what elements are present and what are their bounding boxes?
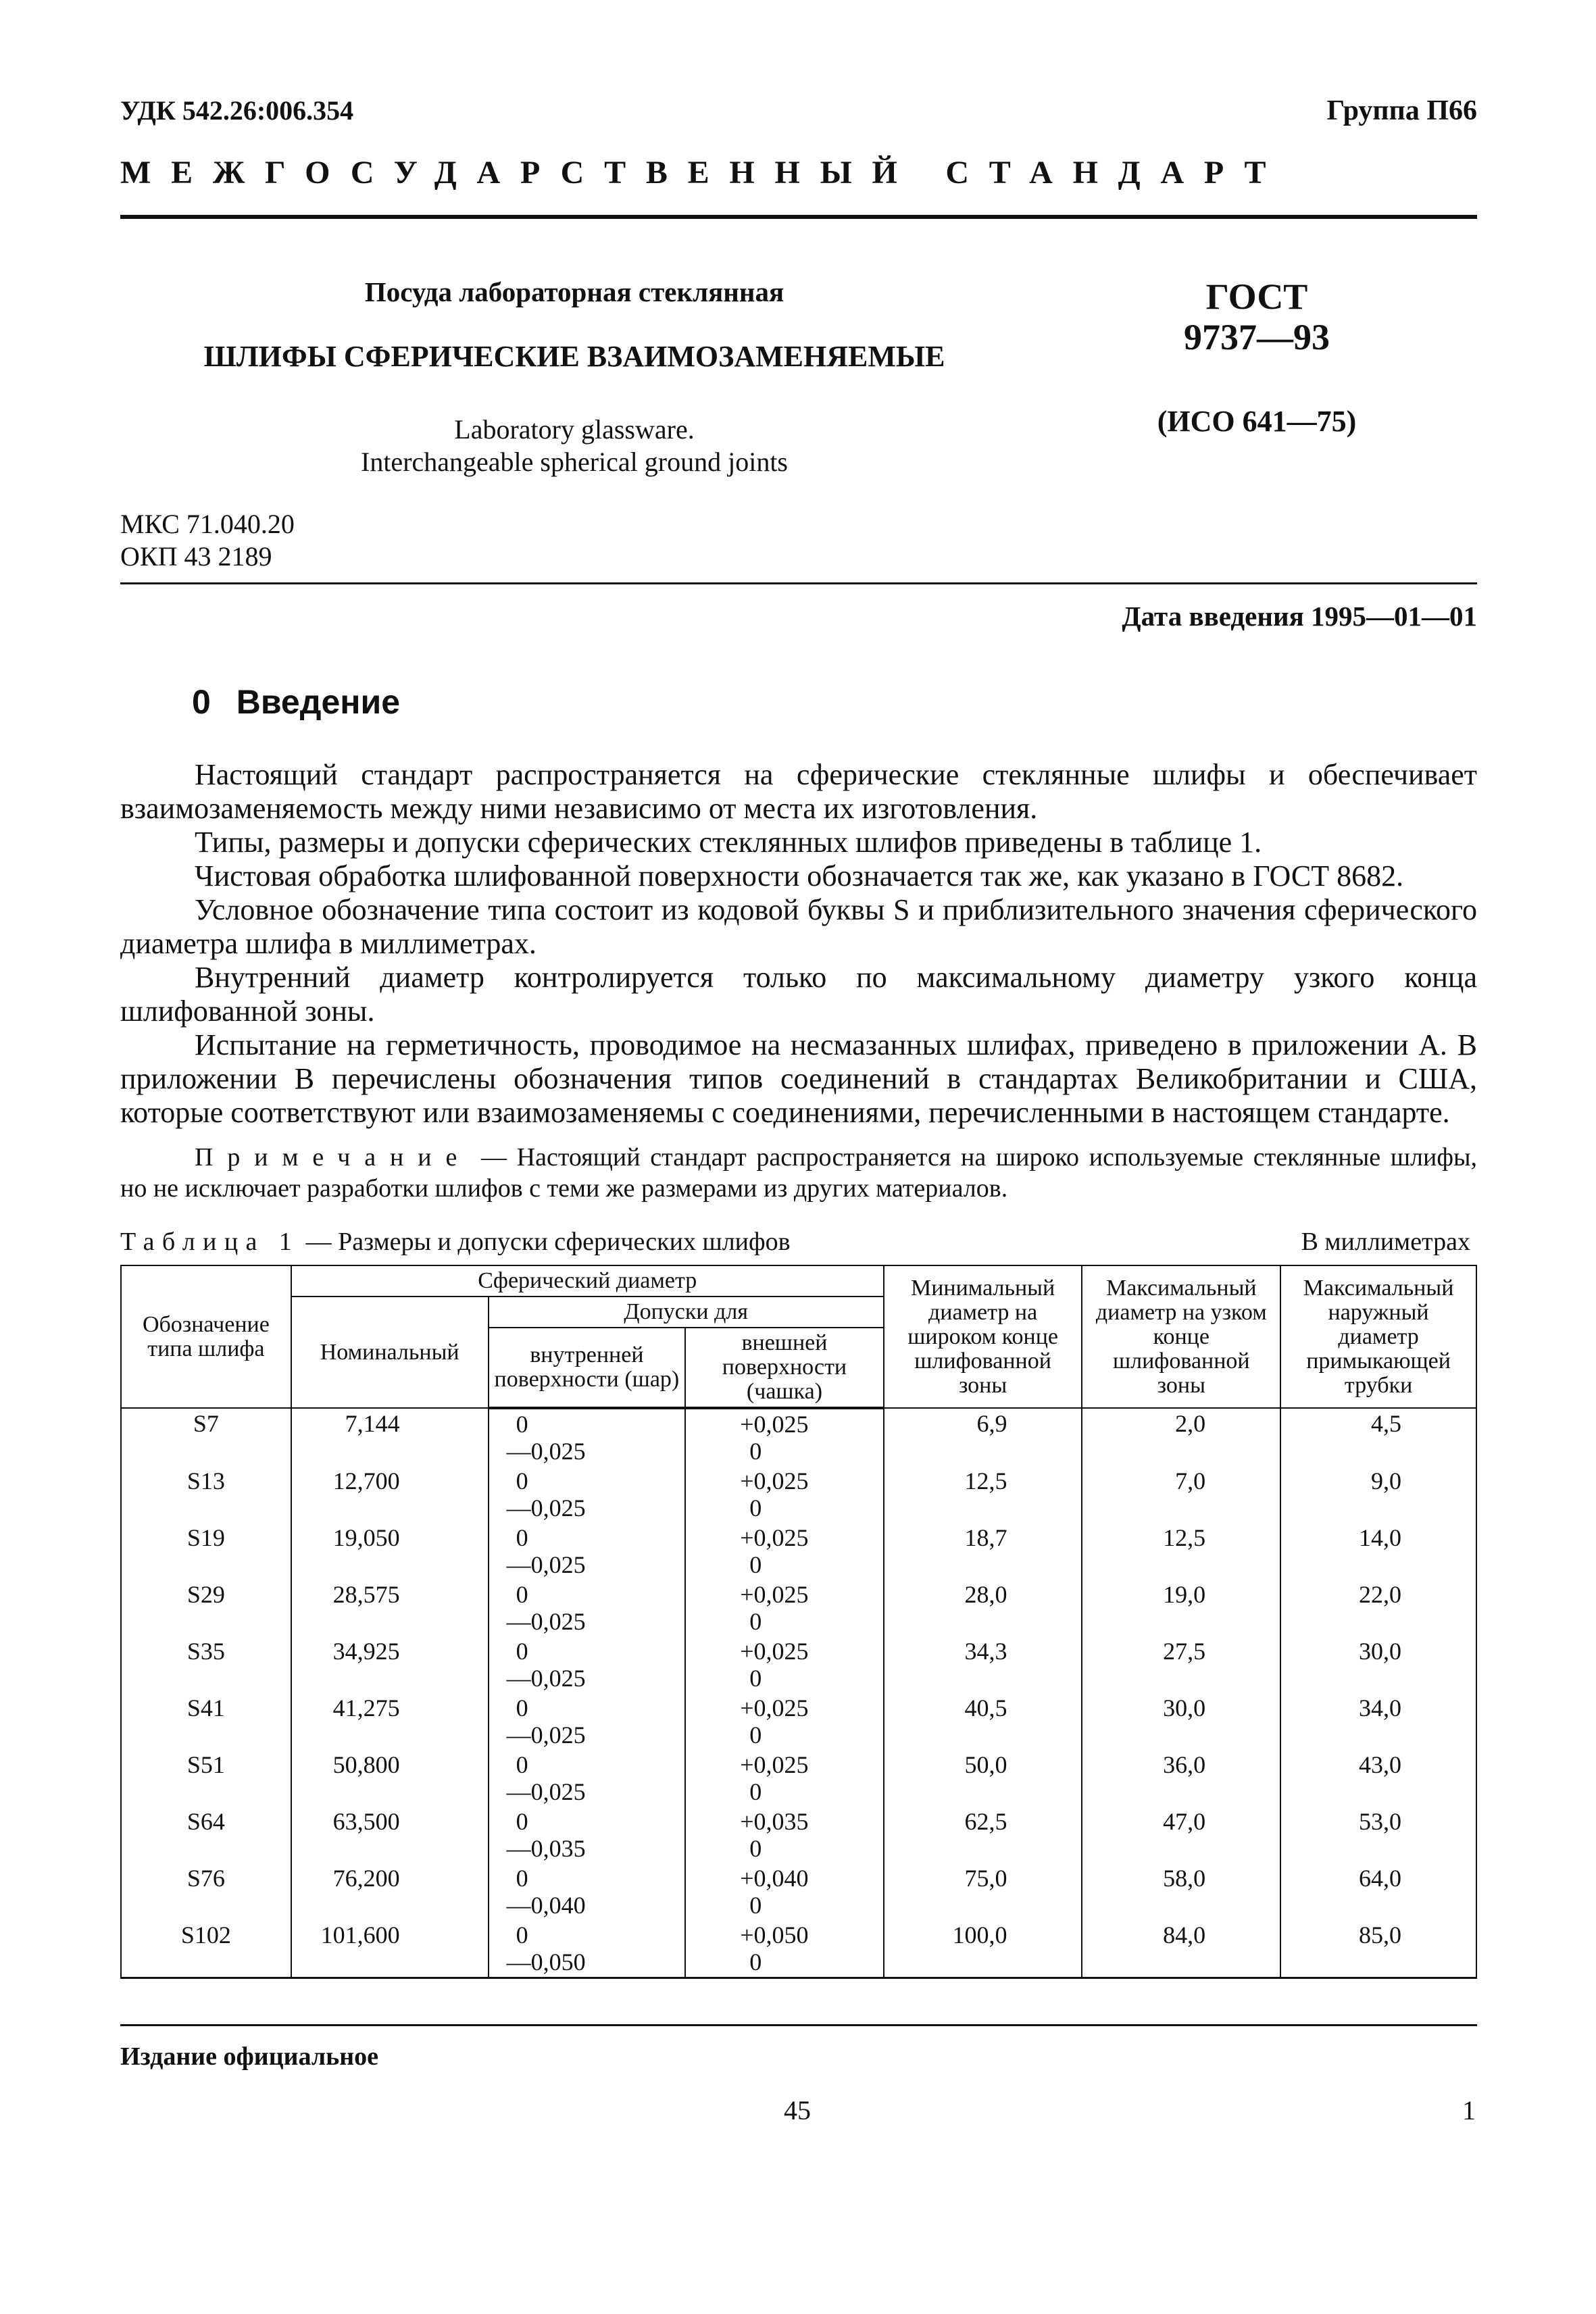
cell-min-wide: 18,7 <box>884 1523 1082 1580</box>
cell-max-narrow: 2,0 <box>1082 1408 1280 1466</box>
cell-nominal: 41,275 <box>291 1693 489 1750</box>
tolerance-upper: +0,025 <box>740 1467 809 1494</box>
cell-max-narrow: 84,0 <box>1082 1920 1280 1978</box>
cell-max-outer: 85,0 <box>1280 1920 1476 1978</box>
col-header-type: Обозначение типа шлифа <box>121 1265 291 1408</box>
table-units: В миллиметрах <box>1301 1228 1470 1256</box>
mks-code: МКС 71.040.20 <box>120 509 295 539</box>
cell-nominal: 34,925 <box>291 1636 489 1693</box>
cell-max-narrow: 30,0 <box>1082 1693 1280 1750</box>
iso-reference: (ИСО 641—75) <box>1157 405 1357 438</box>
gost-label: ГОСТ <box>1205 276 1308 317</box>
cell-inner-tolerance <box>489 1807 686 1863</box>
table-row <box>121 1580 1476 1636</box>
udk-code: УДК 542.26:006.354 <box>120 95 354 126</box>
col-header-spherical: Сферический диаметр <box>291 1265 884 1297</box>
section-title: Введение <box>236 683 401 721</box>
cell-type: S76 <box>121 1863 291 1920</box>
cell-max-outer: 34,0 <box>1280 1693 1476 1750</box>
cell-nominal: 19,050 <box>291 1523 489 1580</box>
tolerance-lower: 0 <box>749 1551 762 1578</box>
tolerance-lower: 0 <box>749 1494 762 1521</box>
tolerance-lower: —0,035 <box>506 1835 586 1862</box>
tolerance-upper: 0 <box>516 1808 528 1835</box>
cell-min-wide: 6,9 <box>884 1408 1082 1466</box>
tolerance-upper: +0,025 <box>740 1581 809 1608</box>
page-number-right: 1 <box>1462 2095 1476 2126</box>
col-header-max-narrow: Максимальный диаметр на узком конце шлифованной зоны <box>1082 1265 1280 1408</box>
cell-inner-tolerance <box>489 1920 686 1978</box>
cell-type: S29 <box>121 1580 291 1636</box>
table-caption-label: Таблица 1 <box>120 1228 300 1256</box>
tolerance-upper: +0,025 <box>740 1694 809 1721</box>
cell-max-narrow: 36,0 <box>1082 1750 1280 1807</box>
section-number: 0 <box>192 683 211 721</box>
col-header-nominal: Номинальный <box>291 1297 489 1408</box>
doc-subtitle: Посуда лабораторная стеклянная <box>364 276 784 307</box>
tolerance-lower: 0 <box>749 1608 762 1635</box>
tolerance-lower: 0 <box>749 1438 762 1465</box>
tolerance-lower: 0 <box>749 1778 762 1805</box>
cell-max-outer: 9,0 <box>1280 1466 1476 1523</box>
cell-inner-tolerance <box>489 1408 686 1466</box>
okp-code: ОКП 43 2189 <box>120 541 272 572</box>
col-header-min-wide: Минимальный диаметр на широком конце шлифованной зоны <box>884 1265 1082 1408</box>
cell-outer-tolerance <box>685 1636 884 1693</box>
cell-outer-tolerance <box>685 1523 884 1580</box>
tolerance-upper: +0,025 <box>740 1638 809 1665</box>
cell-max-outer: 43,0 <box>1280 1750 1476 1807</box>
cell-nominal: 28,575 <box>291 1580 489 1636</box>
cell-max-narrow: 58,0 <box>1082 1863 1280 1920</box>
table-row <box>121 1863 1476 1920</box>
cell-inner-tolerance <box>489 1750 686 1807</box>
cell-outer-tolerance <box>685 1920 884 1978</box>
english-title-1: Laboratory glassware. <box>454 414 695 445</box>
cell-nominal: 7,144 <box>291 1408 489 1466</box>
tolerance-lower: 0 <box>749 1948 762 1976</box>
cell-type: S13 <box>121 1466 291 1523</box>
paragraph: Чистовая обработка шлифованной поверхности обозначается так же, как указано в ГОСТ 8682. <box>195 859 1404 892</box>
tolerance-upper: 0 <box>516 1581 528 1608</box>
note-text: — Настоящий стандарт распространяется на широко используемые стеклянные шлифы, но не исключает разработки шлифов с теми же размерами из других материалов. <box>120 1143 1477 1203</box>
tolerance-upper: 0 <box>516 1524 528 1551</box>
tolerance-lower: 0 <box>749 1721 762 1749</box>
cell-min-wide: 50,0 <box>884 1750 1082 1807</box>
page-number-center: 45 <box>784 2095 811 2126</box>
cell-min-wide: 75,0 <box>884 1863 1082 1920</box>
cell-max-outer: 14,0 <box>1280 1523 1476 1580</box>
tolerance-upper: 0 <box>516 1921 528 1948</box>
cell-type: S41 <box>121 1693 291 1750</box>
edition-label: Издание официальное <box>120 2042 379 2071</box>
table-row <box>121 1636 1476 1693</box>
cell-nominal: 63,500 <box>291 1807 489 1863</box>
tolerance-lower: 0 <box>749 1892 762 1919</box>
cell-min-wide: 28,0 <box>884 1580 1082 1636</box>
table-caption <box>120 1227 791 1257</box>
tolerance-lower: —0,025 <box>506 1721 586 1749</box>
tolerance-lower: —0,025 <box>506 1608 586 1635</box>
cell-nominal: 12,700 <box>291 1466 489 1523</box>
table-row <box>121 1408 1476 1466</box>
doc-title: ШЛИФЫ СФЕРИЧЕСКИЕ ВЗАИМОЗАМЕНЯЕМЫЕ <box>203 340 945 373</box>
table-caption-text: — Размеры и допуски сферических шлифов <box>299 1228 791 1256</box>
cell-outer-tolerance <box>685 1408 884 1466</box>
bottom-rule <box>120 2024 1477 2026</box>
cell-outer-tolerance <box>685 1466 884 1523</box>
body-text <box>120 758 1477 1204</box>
paragraph: Типы, размеры и допуски сферических стеклянных шлифов приведены в таблице 1. <box>195 826 1262 859</box>
paragraph: Условное обозначение типа состоит из кодовой буквы S и приблизительного значения сферического диаметра шлифа в миллиметрах. <box>120 893 1477 960</box>
cell-inner-tolerance <box>489 1693 686 1750</box>
cell-type: S19 <box>121 1523 291 1580</box>
cell-max-narrow: 7,0 <box>1082 1466 1280 1523</box>
gost-number: 9737—93 <box>1184 317 1330 357</box>
english-title-2: Interchangeable spherical ground joints <box>361 447 788 477</box>
tolerance-upper: 0 <box>516 1467 528 1494</box>
table-row <box>121 1807 1476 1863</box>
cell-max-narrow: 12,5 <box>1082 1523 1280 1580</box>
tolerance-lower: 0 <box>749 1665 762 1692</box>
mid-rule <box>120 582 1477 584</box>
tolerance-upper: 0 <box>516 1694 528 1721</box>
paragraph: Настоящий стандарт распространяется на сферические стеклянные шлифы и обеспечивает взаимозаменяемость между ними независимо от места их изготовления. <box>120 758 1477 825</box>
tolerance-upper: +0,025 <box>740 1524 809 1551</box>
tolerance-lower: —0,040 <box>506 1892 586 1919</box>
col-header-max-outer: Максимальный наружный диаметр примыкающей трубки <box>1280 1265 1476 1408</box>
tolerance-upper: 0 <box>516 1865 528 1892</box>
top-rule <box>120 215 1477 219</box>
note <box>120 1142 1477 1204</box>
tolerance-lower: —0,025 <box>506 1438 586 1465</box>
cell-outer-tolerance <box>685 1693 884 1750</box>
col-header-outer: внешней поверхности (чашка) <box>685 1328 884 1408</box>
tolerance-upper: +0,025 <box>740 1411 809 1438</box>
cell-inner-tolerance <box>489 1466 686 1523</box>
paragraph: Испытание на герметичность, проводимое на несмазанных шлифах, приведено в приложении А. В приложении В перечислены обозначения типов соединений в стандартах Великобритании и США, которые соответствуют или взаимозаменяемы с соединениями, перечисленными в настоящем стандарте. <box>120 1028 1477 1129</box>
cell-inner-tolerance <box>489 1863 686 1920</box>
tolerance-upper: 0 <box>516 1751 528 1778</box>
tolerance-lower: —0,050 <box>506 1948 586 1976</box>
col-header-tolerances: Допуски для <box>489 1297 884 1328</box>
note-label: Примечание <box>195 1143 472 1172</box>
cell-nominal: 76,200 <box>291 1863 489 1920</box>
cell-min-wide: 12,5 <box>884 1466 1082 1523</box>
cell-max-outer: 53,0 <box>1280 1807 1476 1863</box>
cell-inner-tolerance <box>489 1636 686 1693</box>
cell-nominal: 50,800 <box>291 1750 489 1807</box>
cell-max-narrow: 47,0 <box>1082 1807 1280 1863</box>
cell-outer-tolerance <box>685 1580 884 1636</box>
cell-min-wide: 34,3 <box>884 1636 1082 1693</box>
cell-max-narrow: 19,0 <box>1082 1580 1280 1636</box>
cell-type: S7 <box>121 1408 291 1466</box>
dimensions-table <box>120 1265 1477 1979</box>
tolerance-lower: 0 <box>749 1835 762 1862</box>
table-row <box>121 1523 1476 1580</box>
section-heading <box>192 682 400 722</box>
table-row <box>121 1693 1476 1750</box>
cell-outer-tolerance <box>685 1807 884 1863</box>
cell-max-outer: 22,0 <box>1280 1580 1476 1636</box>
tolerance-lower: —0,025 <box>506 1551 586 1578</box>
tolerance-upper: 0 <box>516 1638 528 1665</box>
tolerance-lower: —0,025 <box>506 1778 586 1805</box>
cell-min-wide: 62,5 <box>884 1807 1082 1863</box>
tolerance-lower: —0,025 <box>506 1494 586 1521</box>
group-code: Группа П66 <box>1326 95 1477 126</box>
cell-nominal: 101,600 <box>291 1920 489 1978</box>
cell-outer-tolerance <box>685 1750 884 1807</box>
cell-min-wide: 40,5 <box>884 1693 1082 1750</box>
tolerance-upper: 0 <box>516 1411 528 1438</box>
table-row <box>121 1750 1476 1807</box>
tolerance-upper: +0,040 <box>740 1865 809 1892</box>
cell-outer-tolerance <box>685 1863 884 1920</box>
table-row <box>121 1920 1476 1978</box>
tolerance-upper: +0,025 <box>740 1751 809 1778</box>
cell-type: S51 <box>121 1750 291 1807</box>
cell-type: S102 <box>121 1920 291 1978</box>
cell-max-narrow: 27,5 <box>1082 1636 1280 1693</box>
cell-type: S64 <box>121 1807 291 1863</box>
table-row <box>121 1466 1476 1523</box>
cell-type: S35 <box>121 1636 291 1693</box>
cell-inner-tolerance <box>489 1523 686 1580</box>
cell-inner-tolerance <box>489 1580 686 1636</box>
paragraph: Внутренний диаметр контролируется только по максимальному диаметру узкого конца шлифованной зоны. <box>120 961 1477 1028</box>
col-header-inner: внутренней поверхности (шар) <box>489 1328 686 1408</box>
cell-max-outer: 64,0 <box>1280 1863 1476 1920</box>
tolerance-upper: +0,050 <box>740 1921 809 1948</box>
tolerance-lower: —0,025 <box>506 1665 586 1692</box>
standard-banner: МЕЖГОСУДАРСТВЕННЫЙ СТАНДАРТ <box>120 155 1287 191</box>
table-body <box>121 1408 1476 1978</box>
cell-max-outer: 30,0 <box>1280 1636 1476 1693</box>
intro-date: Дата введения 1995—01—01 <box>1122 601 1477 632</box>
tolerance-upper: +0,035 <box>740 1808 809 1835</box>
cell-min-wide: 100,0 <box>884 1920 1082 1978</box>
cell-max-outer: 4,5 <box>1280 1408 1476 1466</box>
